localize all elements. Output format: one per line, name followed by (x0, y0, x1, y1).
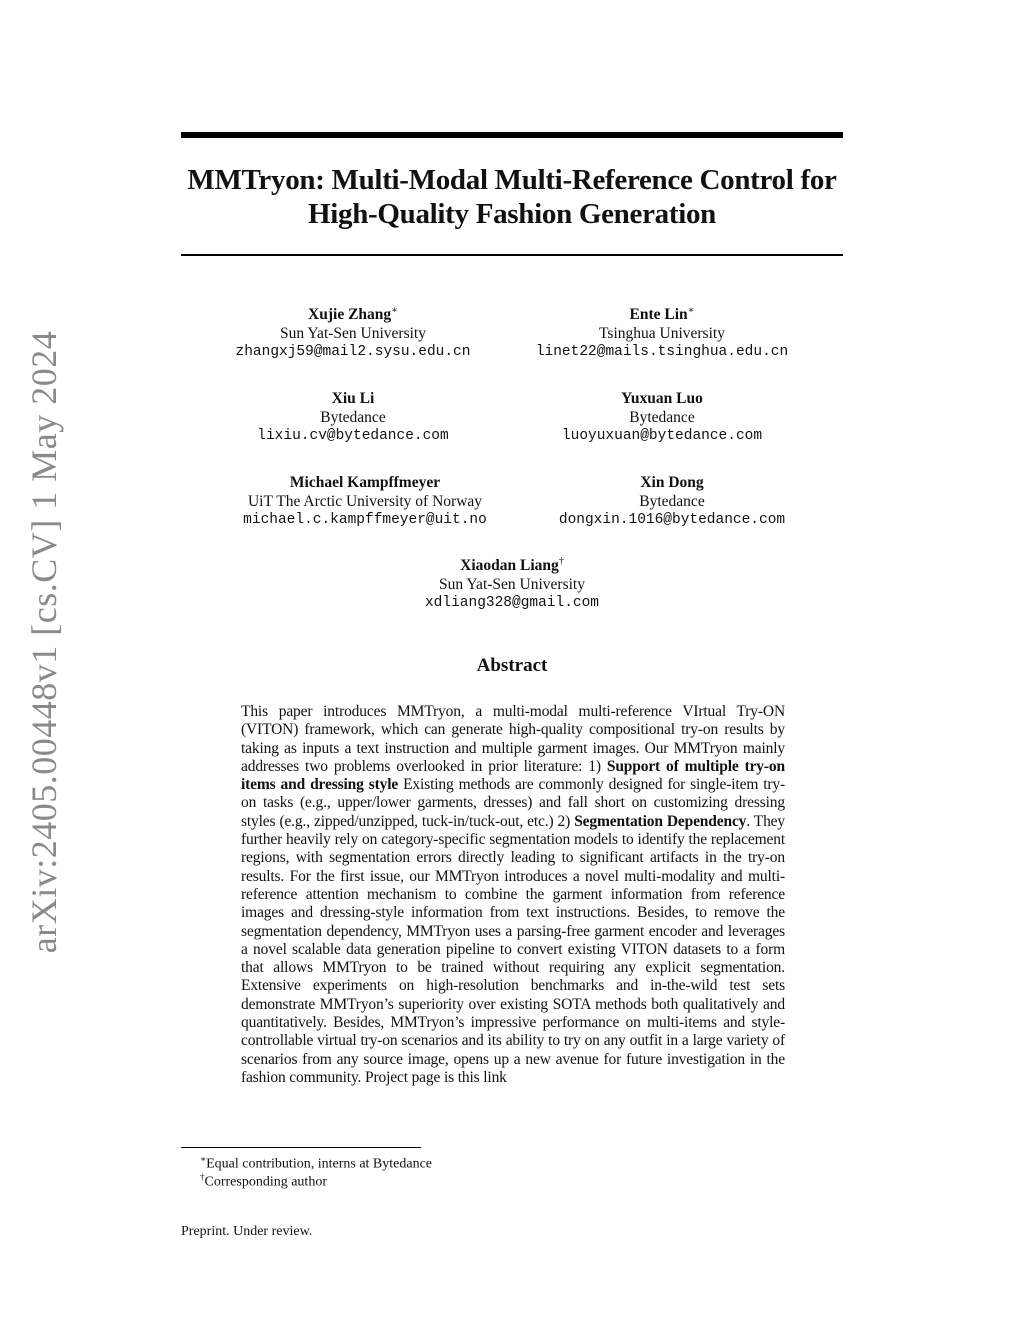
footnote: ∗Equal contribution, interns at Bytedance (200, 1154, 433, 1172)
author-name: Yuxuan Luo (621, 390, 703, 408)
paper-title (181, 163, 843, 231)
preprint-footer: Preprint. Under review. (181, 1224, 313, 1239)
author-affiliation: UiT The Arctic University of Norway (247, 493, 483, 511)
author-email[interactable]: dongxin.1016@bytedance.com (558, 512, 786, 529)
author-block (188, 301, 518, 362)
author-email[interactable]: linet22@mails.tsinghua.edu.cn (535, 344, 789, 361)
author-email[interactable]: michael.c.kampffmeyer@uit.no (243, 512, 487, 529)
author-name: Ente Lin∗ (629, 305, 695, 324)
author-block (200, 469, 530, 530)
author-name: Xiu Li (331, 390, 375, 408)
arxiv-identifier[interactable]: arXiv:2405.00448v1 [cs.CV] 1 May 2024 (24, 330, 64, 954)
author-email[interactable]: xdliang328@gmail.com (424, 595, 600, 612)
author-name: Xiaodan Liang† (460, 556, 564, 575)
abstract-heading: Abstract (476, 655, 548, 676)
title-line-1: MMTryon: Multi-Modal Multi-Reference Control for (187, 164, 837, 196)
author-name: Michael Kampffmeyer (289, 474, 441, 492)
author-affiliation: Sun Yat-Sen University (280, 325, 426, 343)
title-line-2: High-Quality Fashion Generation (307, 198, 716, 230)
author-block (507, 469, 837, 530)
author-affiliation: Bytedance (639, 493, 705, 511)
footnote-rule (181, 1147, 421, 1148)
author-block (497, 301, 827, 362)
author-block (347, 552, 677, 613)
author-block (497, 385, 827, 446)
author-email[interactable]: zhangxj59@mail2.sysu.edu.cn (235, 344, 471, 361)
title-top-rule (181, 132, 843, 138)
author-name: Xin Dong (640, 474, 704, 492)
author-affiliation: Bytedance (629, 409, 695, 427)
author-email[interactable]: luoyuxuan@bytedance.com (561, 428, 763, 445)
footnote: †Corresponding author (200, 1172, 327, 1190)
title-bottom-rule (181, 254, 843, 256)
author-affiliation: Bytedance (320, 409, 386, 427)
abstract-text: This paper introduces MMTryon, a multi-modal multi-reference VIrtual Try-ON (VITON) framework, which can generate high-quality compositional try-on results by taking as inputs a text instruction and multiple garment images. Our MMTryon mainly addresses two problems overlooked in prior literature: 1) Support of multiple try-on items and dressing style Existing methods are commonly designed for single-item try-on tasks (e.g., upper/lower garments, dresses) and fall short on customizing dressing styles (e.g., zipped/unzipped, tuck-in/tuck-out, etc.) 2) Segmentation Dependency. They further heavily rely on category-specific segmentation models to identify the replacement regions, with segmentation errors directly leading to significant artifacts in the try-on results. For the first issue, our MMTryon introduces a novel multi-modality and multi-reference attention mechanism to combine the garment information from reference images and dressing-style information from text instructions. Besides, to remove the segmentation dependency, MMTryon uses a parsing-free garment encoder and leverages a novel scalable data generation pipeline to convert existing VITON datasets to a form that allows MMTryon to be trained without requiring any explicit segmentation. Extensive experiments on high-resolution benchmarks and in-the-wild test sets demonstrate MMTryon’s superiority over existing SOTA methods both qualitatively and quantitatively. Besides, MMTryon’s impressive performance on multi-items and style-controllable virtual try-on scenarios and its ability to try on any outfit in a large variety of scenarios from any source image, opens up a new avenue for future investigation in the fashion community. Project page is this link (241, 703, 786, 1086)
author-affiliation: Tsinghua University (599, 325, 725, 343)
author-affiliation: Sun Yat-Sen University (439, 576, 585, 594)
abstract-bold-phrase: Segmentation Dependency (574, 812, 747, 830)
author-name: Xujie Zhang∗ (308, 305, 398, 324)
author-block (188, 385, 518, 446)
author-email[interactable]: lixiu.cv@bytedance.com (257, 428, 449, 445)
abstract-bold-phrase: Support of multiple try-on items and dressing style (241, 757, 785, 794)
